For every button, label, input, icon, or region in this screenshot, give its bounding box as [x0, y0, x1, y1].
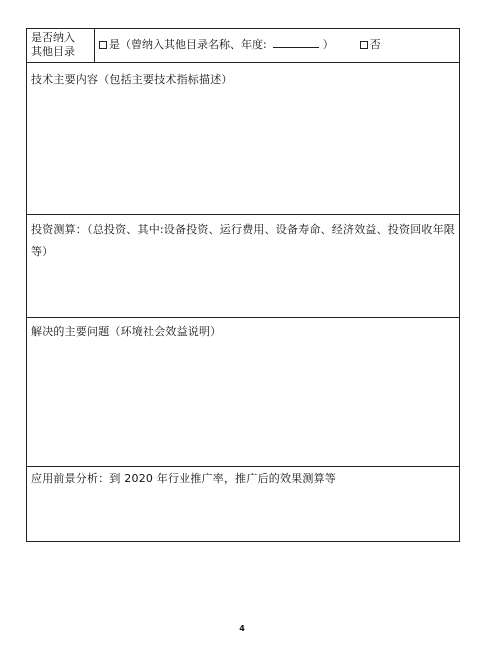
other-catalog-label-line2: 其他目录 [31, 45, 75, 58]
declaration-form-table [26, 28, 460, 542]
other-catalog-label-line1: 是否纳入 [31, 31, 75, 44]
problem-solved-heading: 解决的主要问题（环境社会效益说明） [31, 325, 222, 338]
yes-checkbox[interactable] [99, 41, 107, 49]
other-catalog-label [27, 29, 95, 62]
no-checkbox[interactable] [360, 41, 368, 49]
tech-content-section[interactable] [27, 63, 459, 215]
catalog-name-blank[interactable] [273, 47, 319, 48]
no-option-text: 否 [369, 38, 381, 51]
yes-option-text: 是（曾纳入其他目录名称、年度: [109, 38, 267, 51]
investment-heading: 投资测算：（总投资、其中:设备投资、运行费用、设备寿命、经济效益、投资回收年限等） [31, 223, 456, 258]
other-catalog-row [27, 29, 459, 63]
tech-content-heading: 技术主要内容（包括主要技术指标描述） [31, 73, 233, 86]
page-number: 4 [239, 624, 245, 633]
problem-solved-section[interactable] [27, 318, 459, 467]
investment-section[interactable] [27, 215, 459, 318]
application-outlook-section[interactable] [27, 467, 459, 541]
other-catalog-options [95, 29, 459, 62]
yes-option-close: ） [322, 38, 334, 51]
application-outlook-heading: 应用前景分析：到 2020 年行业推广率，推广后的效果测算等 [31, 472, 336, 485]
